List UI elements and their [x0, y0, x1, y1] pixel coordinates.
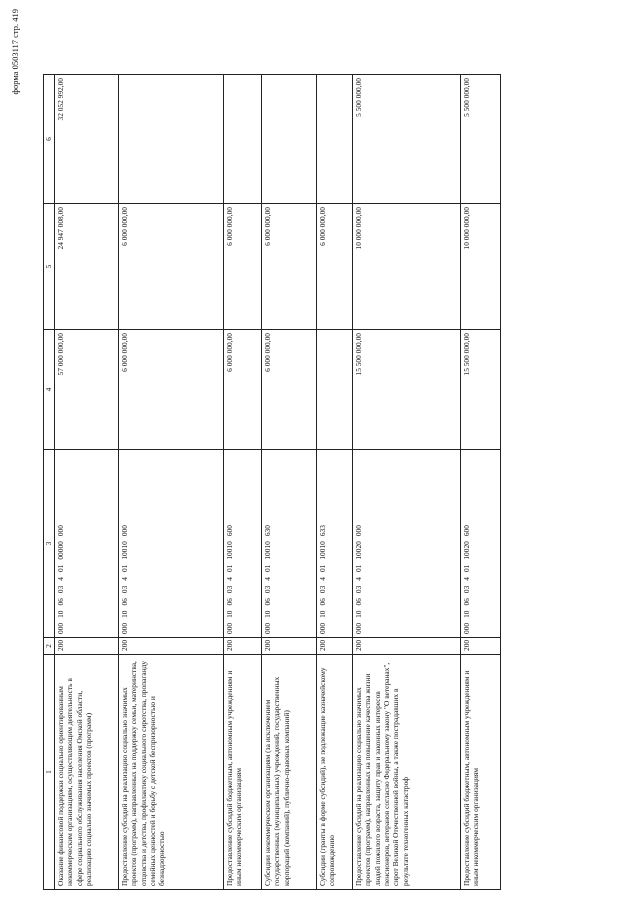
code-part: 03	[318, 585, 327, 594]
table-row	[461, 75, 501, 890]
row-name-cell: Субсидии (гранты в форме субсидий), не подлежащие казначейскому сопровождению	[317, 655, 353, 890]
budget-report-table	[43, 74, 501, 890]
code-part: 03	[354, 585, 363, 594]
classification-code-cell	[55, 450, 119, 638]
code-part: 000	[318, 622, 327, 634]
code-part: 00000	[56, 541, 65, 560]
code-part: 10020	[354, 541, 363, 560]
code-part: 06	[225, 598, 234, 606]
code-part: 10	[225, 610, 234, 618]
amount-col5-cell: 10 000 000,00	[461, 204, 501, 330]
amount-col5-cell: 6 000 000,00	[262, 204, 317, 330]
code-part: 4	[56, 577, 65, 581]
code-part: 4	[120, 577, 129, 581]
code-part: 000	[263, 622, 272, 634]
code-part: 000	[354, 525, 363, 537]
code-part: 4	[318, 577, 327, 581]
code-part: 10	[318, 610, 327, 618]
code-part: 000	[225, 622, 234, 634]
row-name-cell: Предоставление субсидий на реализацию социально значимых проектов (программ), направленных на повышение качества жизни людей пожилого возраста, защиту прав и законных интересов пенсионеров, ветеранов согласно Федеральному закону "О ветеранах", сирот Великой Отечественной войны, а также пострадавших в результате техногенных катастроф	[353, 655, 461, 890]
amount-col4-cell: 6 000 000,00	[224, 330, 262, 450]
amount-col4-cell: 6 000 000,00	[119, 330, 224, 450]
row-name-cell: Оказание финансовой поддержки социально ориентированным некоммерческим организациям, осуществляющим деятельность в сфере социального обслуживания населения Омской области, реализацию социально значимых проектов (программ)	[55, 655, 119, 890]
amount-col4-cell: 57 000 000,00	[55, 330, 119, 450]
line-code-cell: 200	[353, 638, 461, 655]
table-row	[317, 75, 353, 890]
line-code-cell: 200	[55, 638, 119, 655]
row-name-cell: Предоставление субсидий бюджетным, автономным учреждениям и иным некоммерческим организациям	[461, 655, 501, 890]
code-part: 06	[354, 598, 363, 606]
classification-code-cell	[461, 450, 501, 638]
amount-col6-cell	[317, 75, 353, 204]
amount-col6-cell	[224, 75, 262, 204]
code-part: 01	[263, 564, 272, 573]
code-part: 600	[462, 525, 471, 537]
form-reference: форма 0503117 стр. 419	[10, 9, 20, 95]
amount-col5-cell: 6 000 000,00	[224, 204, 262, 330]
header-row	[44, 75, 55, 890]
code-part: 03	[225, 585, 234, 594]
column-header-2: 2	[44, 638, 55, 655]
code-part: 10	[263, 610, 272, 618]
line-code-cell: 200	[262, 638, 317, 655]
code-part: 630	[263, 525, 272, 537]
code-part: 01	[120, 564, 129, 573]
column-header-5: 5	[44, 204, 55, 330]
code-part: 01	[462, 564, 471, 573]
code-part: 06	[318, 598, 327, 606]
code-part: 000	[354, 622, 363, 634]
code-part: 000	[120, 622, 129, 634]
column-header-6: 6	[44, 75, 55, 204]
line-code-cell: 200	[224, 638, 262, 655]
code-part: 06	[462, 598, 471, 606]
code-part: 600	[225, 525, 234, 537]
code-part: 4	[462, 577, 471, 581]
row-name-cell: Предоставление субсидий бюджетным, автономным учреждениям и иным некоммерческим организациям	[224, 655, 262, 890]
code-part: 633	[318, 525, 327, 537]
code-part: 01	[225, 564, 234, 573]
code-part: 000	[56, 525, 65, 537]
classification-code-cell	[119, 450, 224, 638]
row-name-cell: Предоставление субсидий на реализацию социально значимых проектов (программ), направленных на поддержку семьи, материнства, отцовства и детства, профилактику социального сиротства, пропаганду семейных ценностей и борьбу с детской беспризорностью и безнадзорностью	[119, 655, 224, 890]
code-part: 01	[318, 564, 327, 573]
code-part: 10	[462, 610, 471, 618]
code-part: 10020	[462, 541, 471, 560]
column-header-1: 1	[44, 655, 55, 890]
line-code-cell: 200	[119, 638, 224, 655]
amount-col5-cell: 24 947 008,00	[55, 204, 119, 330]
amount-col4-cell	[317, 330, 353, 450]
row-name-cell: Субсидии некоммерческим организациям (за исключением государственных (муниципальных) учреждений, государственных корпораций (компаний), публично-правовых компаний)	[262, 655, 317, 890]
code-part: 000	[120, 525, 129, 537]
line-code-cell: 200	[317, 638, 353, 655]
amount-col5-cell: 10 000 000,00	[353, 204, 461, 330]
table-row	[262, 75, 317, 890]
classification-code-cell	[353, 450, 461, 638]
line-code-cell: 200	[461, 638, 501, 655]
code-part: 4	[354, 577, 363, 581]
amount-col5-cell: 6 000 000,00	[119, 204, 224, 330]
amount-col6-cell: 5 500 000,00	[353, 75, 461, 204]
code-part: 01	[354, 564, 363, 573]
classification-code-cell	[262, 450, 317, 638]
amount-col6-cell	[119, 75, 224, 204]
amount-col4-cell: 15 500 000,00	[461, 330, 501, 450]
amount-col6-cell: 5 500 000,00	[461, 75, 501, 204]
table-row	[353, 75, 461, 890]
table-row	[224, 75, 262, 890]
code-part: 01	[56, 564, 65, 573]
code-part: 10	[56, 610, 65, 618]
code-part: 4	[225, 577, 234, 581]
column-header-4: 4	[44, 330, 55, 450]
code-part: 03	[120, 585, 129, 594]
classification-code-cell	[317, 450, 353, 638]
amount-col4-cell: 6 000 000,00	[262, 330, 317, 450]
code-part: 06	[120, 598, 129, 606]
code-part: 03	[263, 585, 272, 594]
code-part: 000	[462, 622, 471, 634]
code-part: 4	[263, 577, 272, 581]
table-row	[55, 75, 119, 890]
code-part: 06	[263, 598, 272, 606]
amount-col4-cell: 15 500 000,00	[353, 330, 461, 450]
code-part: 10010	[225, 541, 234, 560]
table-row	[119, 75, 224, 890]
code-part: 10010	[263, 541, 272, 560]
code-part: 03	[56, 585, 65, 594]
code-part: 10	[354, 610, 363, 618]
table-body	[44, 75, 501, 890]
code-part: 03	[462, 585, 471, 594]
code-part: 10010	[120, 541, 129, 560]
code-part: 06	[56, 598, 65, 606]
amount-col6-cell: 32 052 992,00	[55, 75, 119, 204]
code-part: 000	[56, 622, 65, 634]
classification-code-cell	[224, 450, 262, 638]
amount-col5-cell: 6 000 000,00	[317, 204, 353, 330]
amount-col6-cell	[262, 75, 317, 204]
code-part: 10	[120, 610, 129, 618]
code-part: 10010	[318, 541, 327, 560]
column-header-3: 3	[44, 450, 55, 638]
